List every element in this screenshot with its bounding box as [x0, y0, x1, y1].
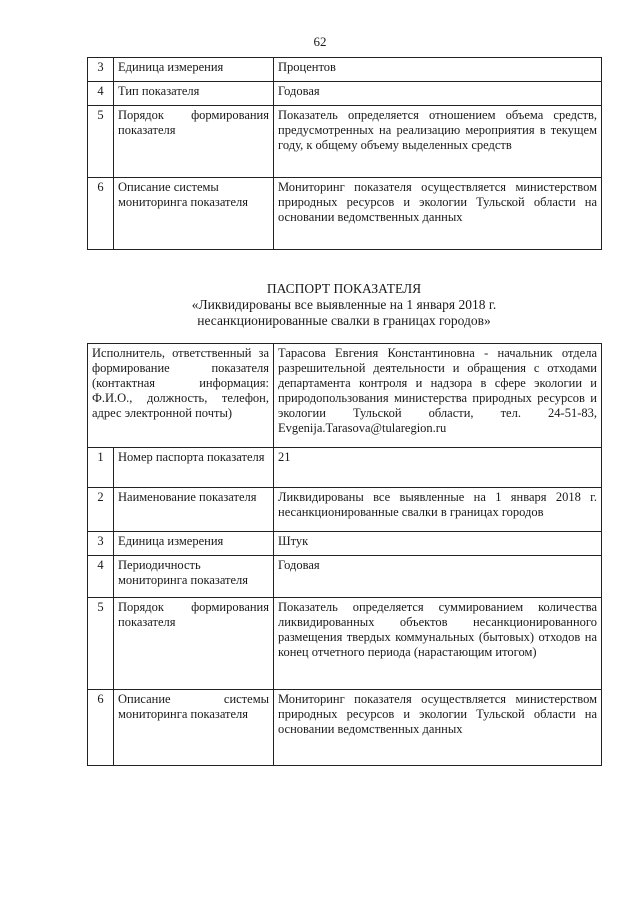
table-row: [88, 82, 602, 106]
row-value: Годовая: [274, 82, 602, 106]
row-number: 5: [88, 598, 114, 690]
row-label: Порядок формирования показателя: [114, 106, 274, 178]
row-value: Процентов: [274, 58, 602, 82]
row-label: Порядок формирования показателя: [114, 598, 274, 690]
row-label: Единица измерения: [114, 58, 274, 82]
row-label: Периодичность мониторинга показателя: [114, 556, 274, 598]
responsible-value: Тарасова Евгения Константиновна - начальник отдела разрешительной деятельности и обращения с отходами департамента контроля и надзора в сфере экологии и природопользования министерства природных ресурсов и экологии Тульской области, тел. 24-51-83, Evgenija.Tarasova@tularegion.ru: [274, 344, 602, 448]
table-row: [88, 58, 602, 82]
row-value: Годовая: [274, 556, 602, 598]
table-row: [88, 488, 602, 532]
table-row: [88, 106, 602, 178]
indicator-passport-table: [87, 343, 602, 766]
passport-subtitle: «Ликвидированы все выявленные на 1 января 2018 г. несанкционированные свалки в границах городов»: [191, 297, 497, 328]
row-value: 21: [274, 448, 602, 488]
table-row: [88, 178, 602, 250]
row-number: 2: [88, 488, 114, 532]
row-number: 4: [88, 82, 114, 106]
table-row: [88, 556, 602, 598]
passport-title: ПАСПОРТ ПОКАЗАТЕЛЯ: [266, 281, 422, 296]
row-number: 3: [88, 532, 114, 556]
row-number: 1: [88, 448, 114, 488]
page-number: 62: [313, 34, 327, 49]
table-row: [88, 532, 602, 556]
row-label: Наименование показателя: [114, 488, 274, 532]
passport-heading: [87, 281, 601, 329]
row-value: Мониторинг показателя осуществляется министерством природных ресурсов и экологии Тульской области на основании ведомственных данных: [274, 178, 602, 250]
row-value: Показатель определяется суммированием количества ликвидированных объектов несанкционированного размещения твердых коммунальных (бытовых) отходов на конец отчетного периода (нарастающим итогом): [274, 598, 602, 690]
responsible-label: Исполнитель, ответственный за формирование показателя (контактная информация: Ф.И.О., должность, телефон, адрес электронной почты): [88, 344, 274, 448]
table-row: [88, 598, 602, 690]
table-row: [88, 448, 602, 488]
row-number: 6: [88, 178, 114, 250]
row-label: Описание системы мониторинга показателя: [114, 178, 274, 250]
row-number: 4: [88, 556, 114, 598]
row-value: Ликвидированы все выявленные на 1 января 2018 г. несанкционированные свалки в границах городов: [274, 488, 602, 532]
row-label: Тип показателя: [114, 82, 274, 106]
row-value: Штук: [274, 532, 602, 556]
table-row: [88, 690, 602, 766]
table-row: [88, 344, 602, 448]
row-label: Номер паспорта показателя: [114, 448, 274, 488]
row-label: Описание системы мониторинга показателя: [114, 690, 274, 766]
row-label: Единица измерения: [114, 532, 274, 556]
row-number: 6: [88, 690, 114, 766]
row-number: 3: [88, 58, 114, 82]
row-value: Показатель определяется отношением объема средств, предусмотренных на реализацию мероприятия в текущем году, к общему объему выделенных средств: [274, 106, 602, 178]
indicator-table-top: [87, 57, 602, 250]
row-value: Мониторинг показателя осуществляется министерством природных ресурсов и экологии Тульской области на основании ведомственных данных: [274, 690, 602, 766]
row-number: 5: [88, 106, 114, 178]
